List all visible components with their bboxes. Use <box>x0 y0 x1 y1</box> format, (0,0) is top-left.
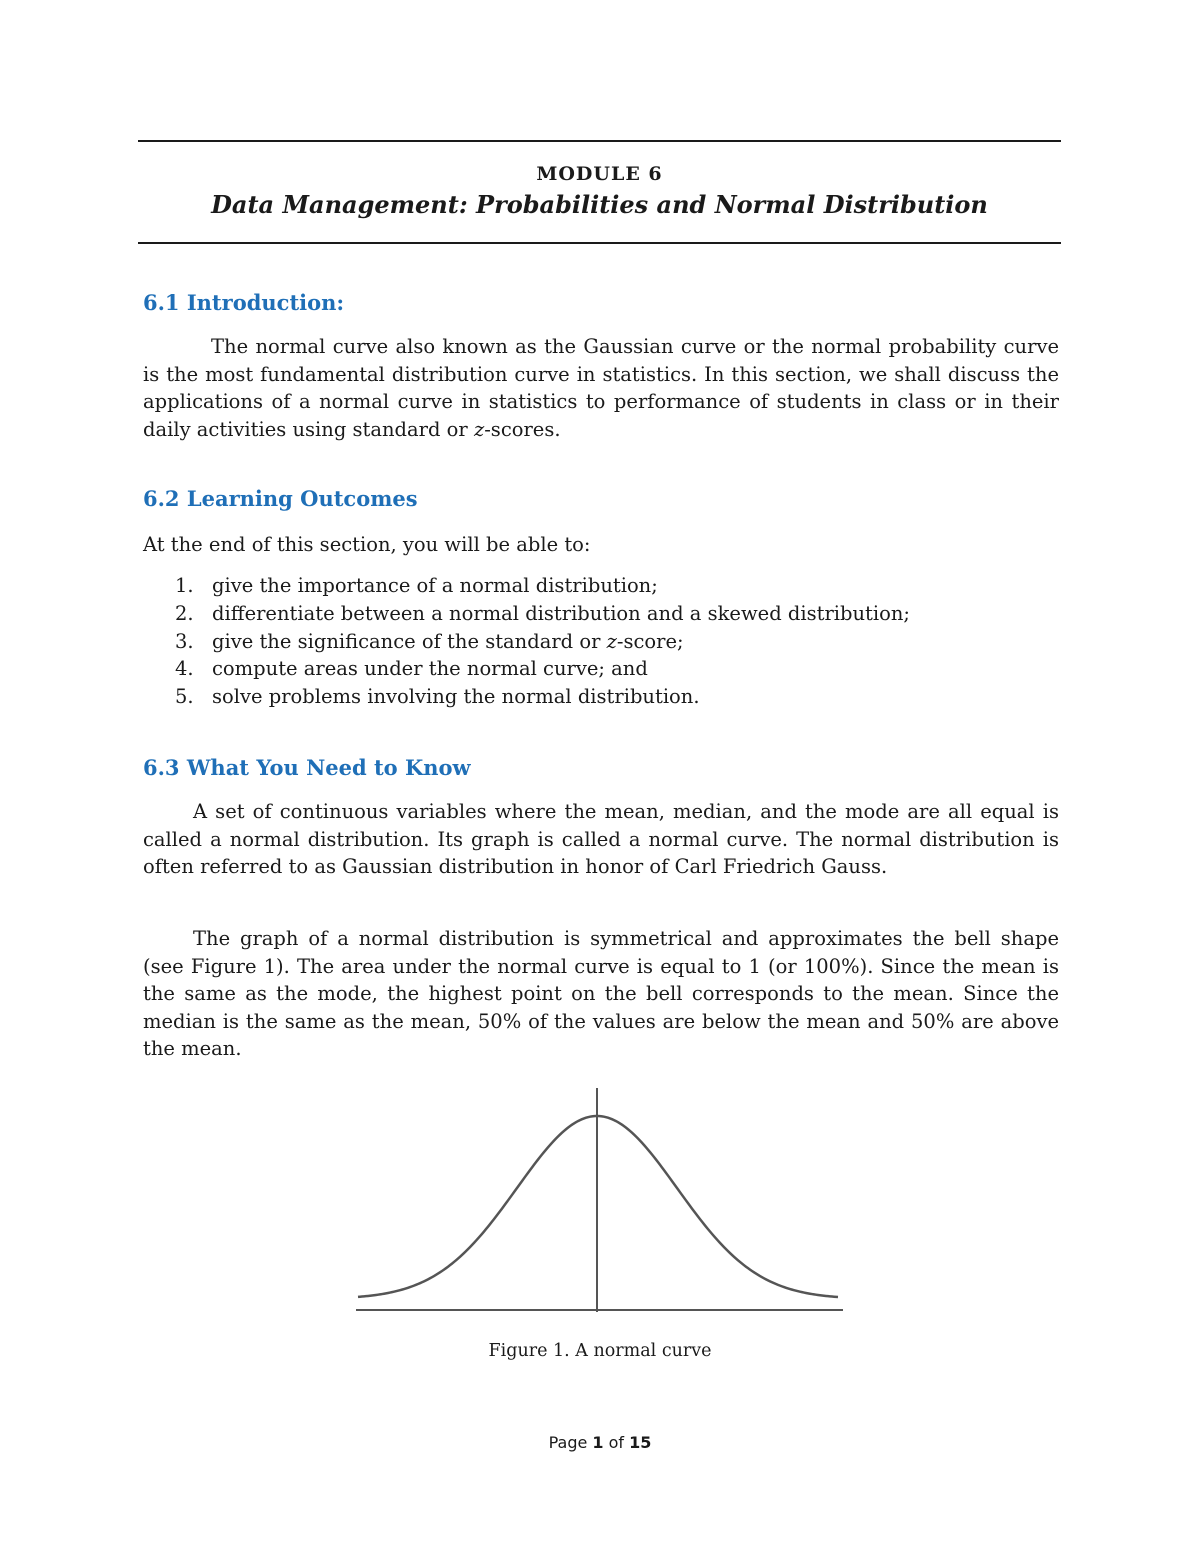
list-text: give the importance of a normal distribution; <box>212 574 658 597</box>
list-text-end: -score; <box>616 629 684 653</box>
z-symbol: z <box>606 629 617 653</box>
list-text: differentiate between a normal distribution and a skewed distribution; <box>212 601 910 625</box>
list-item <box>143 600 1059 628</box>
module-title: Data Management: Probabilities and Normal Distribution <box>211 190 988 219</box>
list-text: solve problems involving the normal distribution. <box>212 685 700 709</box>
know-paragraph-1: A set of continuous variables where the mean, median, and the mode are all equal is called a normal distribution. Its graph is called a normal curve. The normal distribution is often referred to as Gaussian distribution in honor of Carl Friedrich Gauss. <box>143 800 1059 878</box>
header-rule-top <box>138 140 1061 142</box>
list-item <box>143 628 1059 656</box>
outcomes-list <box>143 572 1059 711</box>
list-text: compute areas under the normal curve; and <box>212 657 648 681</box>
introduction-paragraph <box>143 333 1059 443</box>
header-rule-bottom <box>138 242 1061 244</box>
section-heading-learning-outcomes: 6.2 Learning Outcomes <box>143 486 418 511</box>
intro-text-end: -scores. <box>484 417 561 441</box>
page-footer <box>0 1433 1200 1452</box>
module-label: MODULE 6 <box>536 163 663 185</box>
section-heading-what-you-need-to-know: 6.3 What You Need to Know <box>143 755 471 780</box>
page-word: Page <box>548 1433 588 1452</box>
know-paragraph-2: The graph of a normal distribution is symmetrical and approximates the bell shape (see Figure 1). The area under the normal curve is equal to 1 (or 100%). Since the mean is the same as the mode, the highest point on the bell corresponds to the mean. Since the median is the same as the mean, 50% of the values are below the mean and 50% are above the mean. <box>143 927 1059 1060</box>
page-of: of <box>608 1433 625 1452</box>
section-heading-introduction: 6.1 Introduction: <box>143 290 345 315</box>
outcomes-lead: At the end of this section, you will be able to: <box>143 533 591 556</box>
list-number: 2. <box>175 601 194 625</box>
list-number: 5. <box>175 685 194 709</box>
list-item <box>143 655 1059 683</box>
list-number: 3. <box>175 629 194 653</box>
list-text: give the significance of the standard or <box>212 629 607 653</box>
intro-text: The normal curve also known as the Gaussian curve or the normal probability curve is the most fundamental distribution curve in statistics. In this section, we shall discuss the applications of a normal curve in statistics to performance of students in class or in their daily activities using standard or <box>143 335 1059 441</box>
list-item <box>143 572 1059 600</box>
list-number: 1. <box>175 574 194 597</box>
figure-caption: Figure 1. A normal curve <box>488 1341 712 1361</box>
list-number: 4. <box>175 657 194 681</box>
page-current: 1 <box>592 1433 604 1452</box>
z-symbol: z <box>473 417 485 441</box>
page-total: 15 <box>629 1433 652 1452</box>
normal-curve-figure <box>350 1080 850 1320</box>
list-item <box>143 683 1059 711</box>
